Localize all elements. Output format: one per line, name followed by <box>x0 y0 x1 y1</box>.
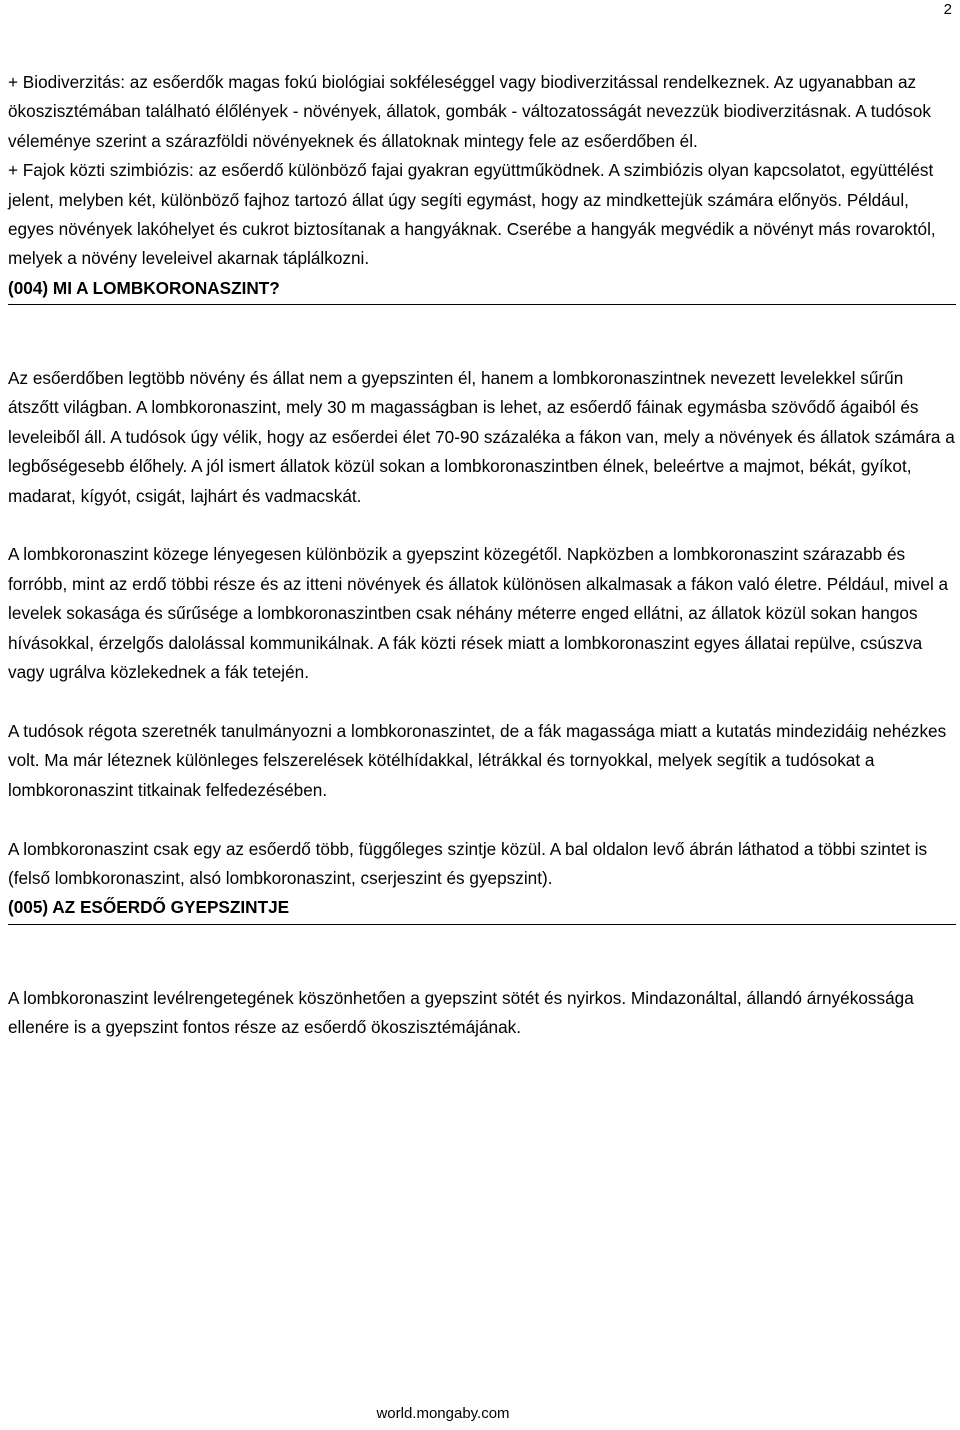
paragraph-biodiversity: + Biodiverzitás: az esőerdők magas fokú biológiai sokféleséggel vagy biodiverzitással rendelkeznek. Az ugyanabban az ökoszisztémában található élőlények - növények, állatok, gombák - változatosságát nevezzük biodiverzitásnak. A tudósok véleménye szerint a szárazföldi növényeknek és állatoknak mintegy fele az esőerdőben él. <box>8 72 931 151</box>
paragraph-vertical-layers: A lombkoronaszint csak egy az esőerdő több, függőleges szintje közül. A bal oldalon levő ábrán láthatod a többi szintet is (felső lombkoronaszint, alsó lombkoronaszint, cserjeszint és gyepszint). <box>8 838 928 888</box>
document-body <box>8 68 956 1042</box>
paragraph-canopy-environment: A lombkoronaszint közege lényegesen különbözik a gyepszint közegétől. Napközben a lombkoronaszint szárazabb és forróbb, mint az erdő többi része és az itteni növények és állatok különösen alkalmasak a fákon való életre. Például, mivel a levelek sokasága és sűrűsége a lombkoronaszintben csak néhány méterre enged ellátni, az állatok közül sokan hangos hívásokkal, érzelgős dalolással kommunikálnak. A fák közti rések miatt a lombkoronaszint egyes állatai repülve, csúszva vagy ugrálva közlekednek a fák tetején. <box>8 544 949 683</box>
footer-source: world.mongaby.com <box>376 1405 510 1422</box>
paragraph-symbiosis: + Fajok közti szimbiózis: az esőerdő különböző fajai gyakran együttműködnek. A szimbiózis olyan kapcsolatot, együttélést jelent, melyben két, különböző fajhoz tartozó állat úgy segíti egymást, hogy az mindkettejük számára előnyös. Például, egyes növények lakóhelyet és cukrot biztosítanak a hangyáknak. Cserébe a hangyák megvédik a növényt más rovaroktól, melyek a növény leveleivel akarnak táplálkozni. <box>8 160 936 269</box>
paragraph-canopy-intro: Az esőerdőben legtöbb növény és állat nem a gyepszinten él, hanem a lombkoronaszintnek nevezett levelekkel sűrűn átszőtt világban. A lombkoronaszint, mely 30 m magasságban is lehet, az esőerdő fáinak egymásba szövődő ágaiból és leveleiből áll. A tudósok úgy vélik, hogy az esőerdei élet 70-90 százaléka a fákon van, mely a növények és állatok számára a legbőségesebb élőhely. A jól ismert állatok közül sokan a lombkoronaszintben élnek, beleértve a majmot, békát, gyíkot, madarat, kígyót, csigát, lajhárt és vadmacskát. <box>8 368 955 506</box>
heading-004: (004) MI A LOMBKORONASZINT? <box>8 274 956 305</box>
paragraph-forest-floor: A lombkoronaszint levélrengetegének köszönhetően a gyepszint sötét és nyirkos. Mindazonáltal, állandó árnyékossága ellenére is a gyepszint fontos része az esőerdő ökoszisztémájának. <box>8 987 914 1037</box>
page-number: 2 <box>943 1 952 18</box>
paragraph-canopy-research: A tudósok régota szeretnék tanulmányozni a lombkoronaszintet, de a fák magassága miatt a kutatás mindezidáig nehézkes volt. Ma már léteznek különleges felszerelések kötélhídakkal, létrákkal és tornyokkal, melyek segítik a tudósokat a lombkoronaszint titkainak felfedezésében. <box>8 720 947 800</box>
heading-005: (005) AZ ESŐERDŐ GYEPSZINTJE <box>8 893 956 924</box>
